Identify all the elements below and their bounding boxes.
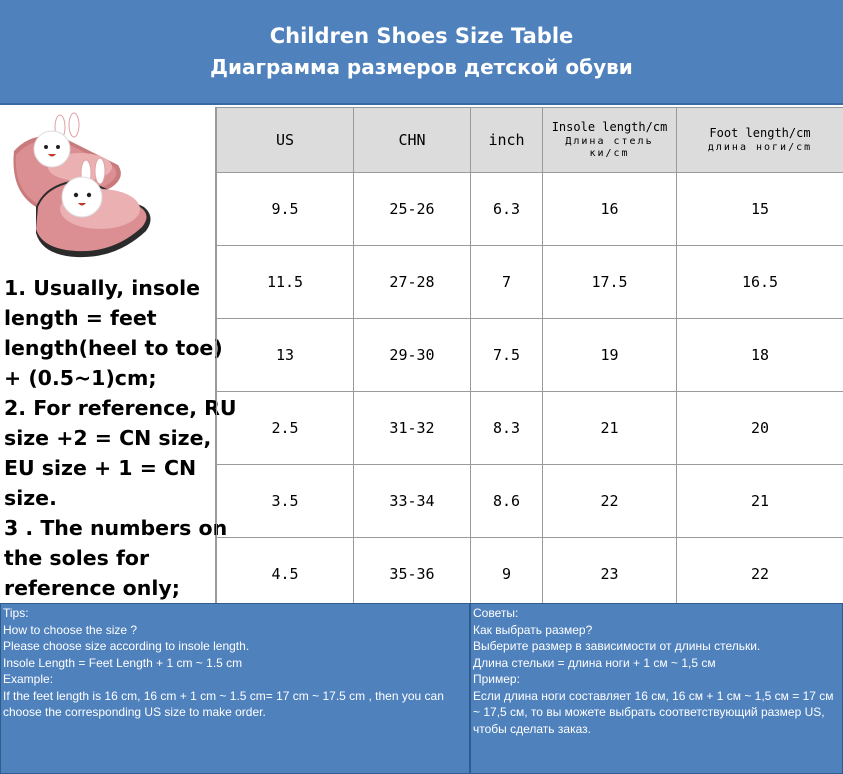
table-row [217, 319, 843, 392]
title-en: Children Shoes Size Table [269, 24, 574, 48]
cell-chn: 35-36 [354, 538, 471, 611]
header-insole-en: Insole length/cm [551, 120, 668, 134]
note-line: 2. For reference, RU [4, 396, 237, 420]
tips-line: Советы: [473, 606, 519, 620]
cell-us: 11.5 [217, 246, 354, 319]
note-line: EU size + 1 = CN [4, 456, 197, 480]
cell-us: 13 [217, 319, 354, 392]
size-notes [4, 273, 237, 603]
cell-inch: 6.3 [471, 173, 543, 246]
tips-line: Пример: [473, 672, 520, 686]
tips-line: Example: [3, 672, 54, 686]
tips-line: If the feet length is 16 cm, 16 cm + 1 cm ~ 1.5 cm= 17 cm ~ 17.5 cm , then you can [3, 688, 444, 703]
cell-insole: 16 [543, 173, 677, 246]
tips-line: Как выбрать размер? [473, 622, 593, 637]
cell-us: 3.5 [217, 465, 354, 538]
cell-inch: 8.6 [471, 465, 543, 538]
cell-insole: 23 [543, 538, 677, 611]
slipper-image [6, 111, 156, 261]
header-insole-ru: Длина стель ки/cm [565, 136, 654, 159]
cell-us: 4.5 [217, 538, 354, 611]
cell-insole: 19 [543, 319, 677, 392]
note-line: the soles for [4, 546, 150, 570]
cell-chn: 29-30 [354, 319, 471, 392]
cell-insole: 22 [543, 465, 677, 538]
tips-line: choose the corresponding US size to make order. [3, 705, 266, 719]
table-row [217, 392, 843, 465]
cell-us: 2.5 [217, 392, 354, 465]
cell-foot: 15 [677, 173, 843, 246]
cell-foot: 20 [677, 392, 843, 465]
header-insole [543, 108, 677, 173]
cell-foot: 16.5 [677, 246, 843, 319]
tips-line: Длина стельки = длина ноги + 1 см ~ 1,5 см [473, 655, 716, 670]
note-line: length(heel to toe) [4, 336, 223, 360]
tips-line: Please choose size according to insole length. [3, 639, 250, 653]
cell-foot: 18 [677, 319, 843, 392]
tips-line: Если длина ноги составляет 16 см, 16 см + 1 см ~ 1,5 см = 17 см ~ 17,5 см, то вы можете выбрать соответствующий размер US, чтобы сделать заказ. [473, 688, 834, 736]
tips-line: Insole Length = Feet Length + 1 cm ~ 1.5 cm [3, 655, 243, 670]
header-foot [677, 108, 843, 173]
tips-russian [470, 603, 843, 774]
cell-foot: 22 [677, 538, 843, 611]
cell-insole: 21 [543, 392, 677, 465]
table-row [217, 538, 843, 611]
cell-inch: 7 [471, 246, 543, 319]
note-line: + (0.5~1)cm; [4, 366, 157, 390]
note-line: length = feet [4, 306, 157, 330]
note-line: 1. Usually, insole [4, 276, 201, 300]
header-foot-ru: длина ноги/cm [707, 142, 813, 153]
header-chn: CHN [354, 108, 471, 173]
table-row [217, 173, 843, 246]
tips-line: Tips: [3, 606, 29, 620]
cell-insole: 17.5 [543, 246, 677, 319]
table-row [217, 246, 843, 319]
header-inch: inch [471, 108, 543, 173]
header-us: US [217, 108, 354, 173]
left-panel [0, 107, 237, 603]
cell-chn: 27-28 [354, 246, 471, 319]
cell-chn: 31-32 [354, 392, 471, 465]
cell-inch: 8.3 [471, 392, 543, 465]
cell-inch: 9 [471, 538, 543, 611]
tips-english [0, 603, 470, 774]
cell-foot: 21 [677, 465, 843, 538]
size-table [216, 107, 843, 611]
table-row [217, 465, 843, 538]
note-line: reference only; [4, 576, 180, 600]
tips-line: How to choose the size ? [3, 622, 138, 637]
cell-us: 9.5 [217, 173, 354, 246]
page-header [0, 0, 843, 105]
note-line: size. [4, 486, 57, 510]
note-line: 3 . The numbers on [4, 516, 228, 540]
cell-chn: 33-34 [354, 465, 471, 538]
tips-line: Выберите размер в зависимости от длины стельки. [473, 639, 761, 653]
cell-inch: 7.5 [471, 319, 543, 392]
title-ru: Диаграмма размеров детской обуви [210, 55, 633, 79]
table-header-row [217, 108, 843, 173]
header-foot-en: Foot length/cm [709, 126, 811, 140]
note-line: size +2 = CN size, [4, 426, 212, 450]
cell-chn: 25-26 [354, 173, 471, 246]
